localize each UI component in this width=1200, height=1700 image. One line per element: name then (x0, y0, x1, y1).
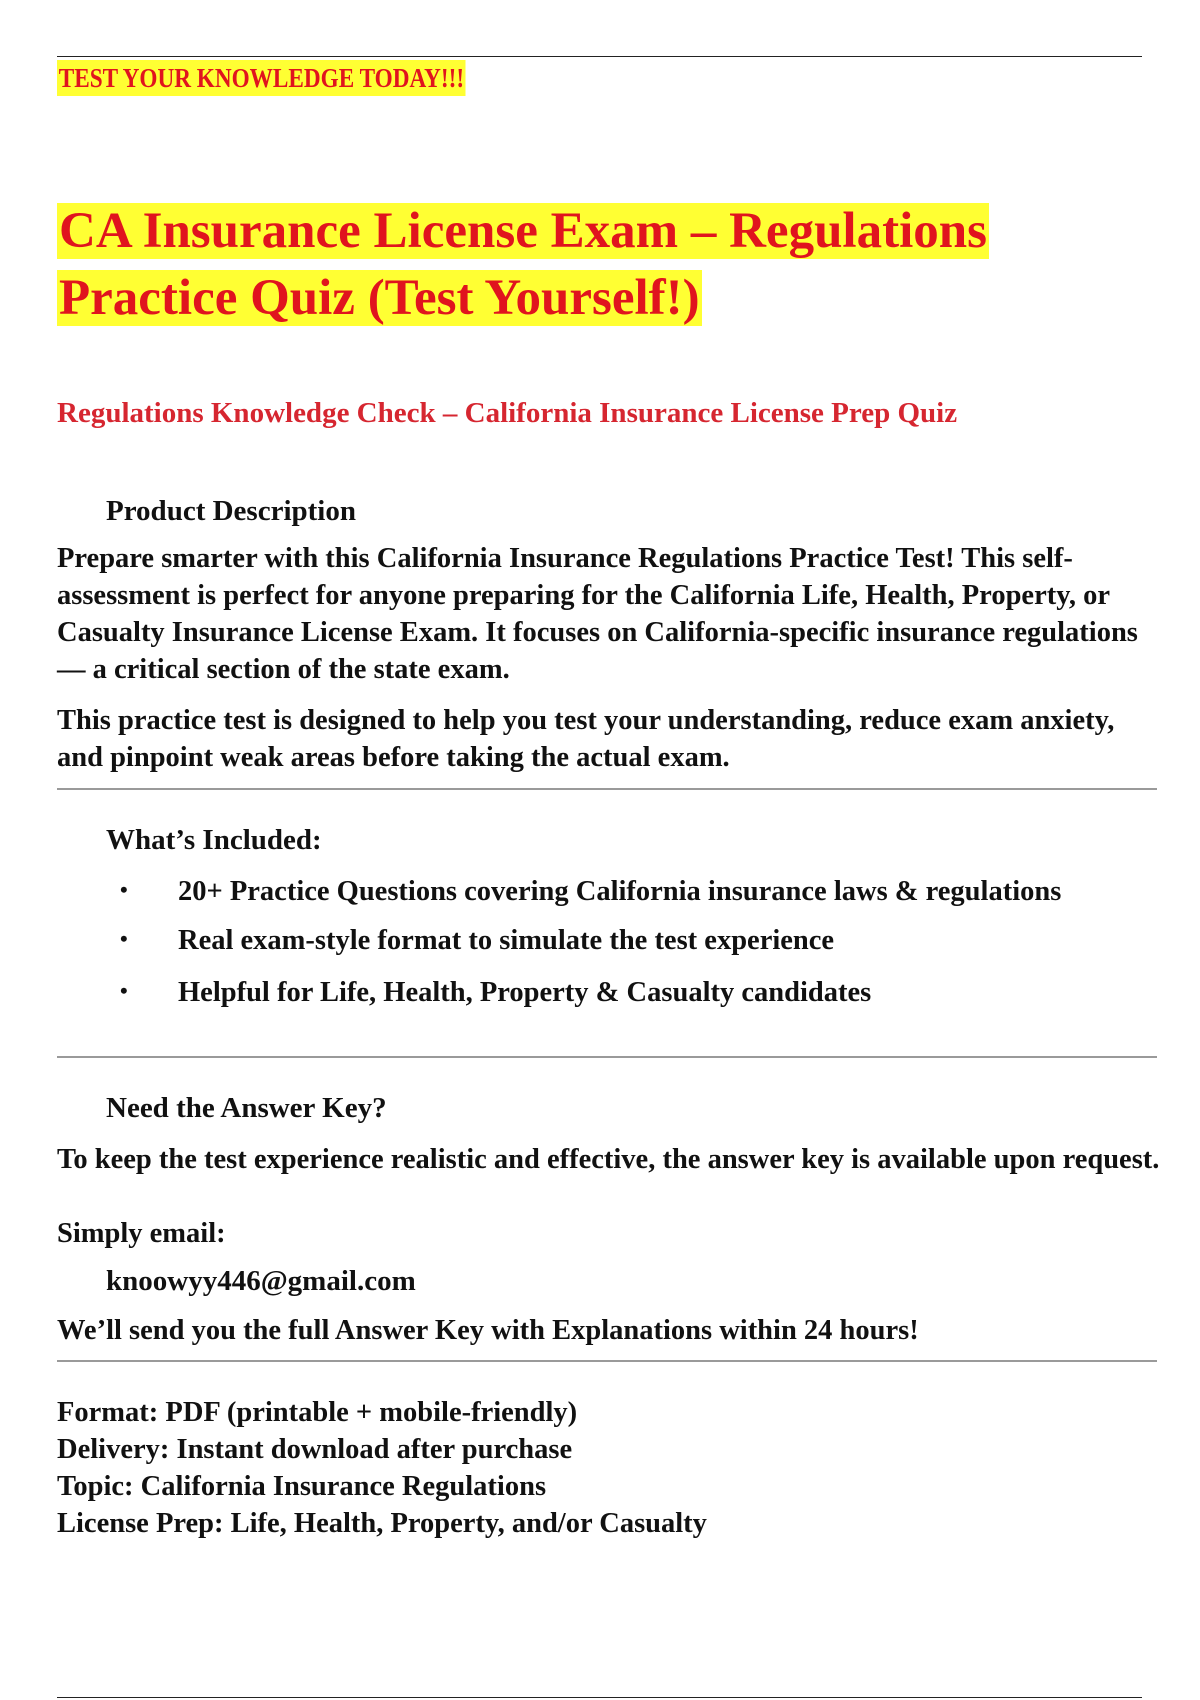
list-item-text: Helpful for Life, Health, Property & Casualty candidates (178, 977, 872, 1008)
title-line-2: Practice Quiz (Test Yourself!) (59, 270, 700, 326)
list-item (90, 920, 1150, 959)
section-divider (57, 1056, 1157, 1058)
detail-license-prep: License Prep: Life, Health, Property, and/or Casualty (57, 1508, 707, 1539)
answer-key-paragraph: To keep the test experience realistic and effective, the answer key is available upon request. (57, 1144, 1160, 1175)
product-details (57, 1394, 1157, 1542)
description-paragraph-2: This practice test is designed to help you test your understanding, reduce exam anxiety, and pinpoint weak areas before taking the actual exam. (57, 705, 1115, 773)
bottom-rule (57, 1697, 1142, 1698)
detail-delivery: Delivery: Instant download after purchase (57, 1434, 573, 1465)
description-paragraph-1: Prepare smarter with this California Insurance Regulations Practice Test! This self-assessment is perfect for anyone preparing for the California Life, Health, Property, or Casualty Insurance License Exam. It focuses on California-specific insurance regulations — a critical section of the state exam. (57, 543, 1138, 685)
included-list (90, 871, 1150, 1011)
list-item (90, 972, 1150, 1011)
document-title (57, 198, 1157, 332)
included-heading: What’s Included: (106, 824, 322, 856)
description-heading: Product Description (106, 495, 356, 527)
document-subtitle: Regulations Knowledge Check – California Insurance License Prep Quiz (57, 397, 958, 429)
list-item-text: 20+ Practice Questions covering California insurance laws & regulations (178, 876, 1062, 907)
top-rule (57, 56, 1142, 57)
bullet-glyph: • (120, 926, 128, 951)
section-divider (57, 788, 1157, 790)
list-item (90, 871, 1150, 910)
title-line-1: CA Insurance License Exam – Regulations (59, 203, 987, 259)
contact-email: knoowyy446@gmail.com (106, 1265, 416, 1297)
highlight-banner: TEST YOUR KNOWLEDGE TODAY!!! (57, 60, 466, 96)
detail-format: Format: PDF (printable + mobile-friendly) (57, 1397, 578, 1428)
bullet-glyph: • (120, 978, 128, 1003)
bullet-glyph: • (120, 877, 128, 902)
email-prompt: Simply email: (57, 1218, 226, 1249)
answer-key-closing: We’ll send you the full Answer Key with Explanations within 24 hours! (57, 1315, 919, 1346)
detail-topic: Topic: California Insurance Regulations (57, 1471, 547, 1502)
section-divider (57, 1360, 1157, 1362)
answer-key-heading: Need the Answer Key? (106, 1092, 387, 1124)
list-item-text: Real exam-style format to simulate the test experience (178, 925, 835, 956)
